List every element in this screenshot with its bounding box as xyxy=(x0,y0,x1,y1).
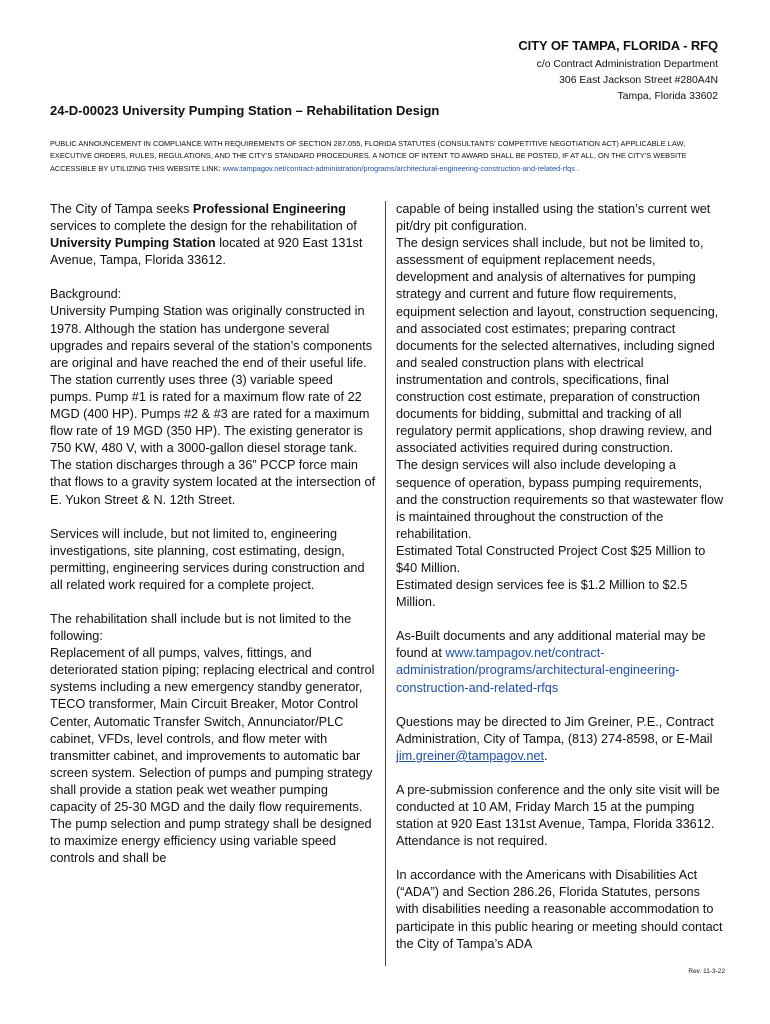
rehab-paragraph: Replacement of all pumps, valves, fittings, and deteriorated station piping; replacing electrical and control systems including a new emergency standby generator, TECO transformer, Main Circuit Breaker, Motor Control Center, Automatic Transfer Switch, Annunciator/PLC cabinet, VFDs, level controls, and flow meter with transmitter cabinet, and improvements to automatic bar screen system. Selection of pumps and pumping strategy shall provide a station peak wet weather pumping capacity of 25-30 MGD and the daily flow requirements. The pump selection and pump strategy shall be designed to maximize energy efficiency using variable speed controls and shall be xyxy=(50,646,375,866)
intro-bold-2: University Pumping Station xyxy=(50,236,216,251)
notice-text: PUBLIC ANNOUNCEMENT IN COMPLIANCE WITH REQUIREMENTS OF SECTION 287.055, FLORIDA STATUTES (CONSULTANTS’ COMPETITIVE NEGOTIATION ACT) APPLICABLE LAW, EXECUTIVE ORDERS, RULES, REGULATIONS, AND THE CITY’S STANDARD PROCEDURES. A NOTICE OF INTENT TO AWARD SHALL BE POSTED, IF AT ALL, ON THE CITY’S WEBSITE ACCESSIBLE BY UTILIZING THIS WEBSITE LINK: xyxy=(50,139,687,173)
intro-paragraph xyxy=(50,201,376,269)
asbuilt-paragraph xyxy=(396,628,725,696)
rfq-title: 24-D-00023 University Pumping Station – Rehabilitation Design xyxy=(50,103,440,118)
background-label: Background: xyxy=(50,287,122,302)
background-paragraph: University Pumping Station was originally constructed in 1978. Although the station has undergone several upgrades and repairs several of the station’s components are original and have reached the end of their useful life. The station currently uses three (3) variable speed pumps. Pump #1 is rated for a maximum flow rate of 22 MGD (400 HP). Pumps #2 & #3 are rated for a maximum flow rate of 19 MGD (350 HP). The existing generator is 750 KW, 480 V, with a 3000-gallon diesel storage tank. The station discharges through a 36” PCCP force main that flows to a gravity system located at the intersection of E. Yukon Street & N. 12th Street. xyxy=(50,304,376,507)
intro-text-2: services to complete the design for the rehabilitation of xyxy=(50,219,357,234)
intro-bold-1: Professional Engineering xyxy=(192,202,346,216)
body-columns xyxy=(50,201,725,971)
asbuilt-text: As-Built documents and any additional material may be found at xyxy=(396,629,706,661)
street-line: 306 East Jackson Street #280A4N xyxy=(559,75,718,86)
email-link[interactable]: jim.greiner@tampagov.net xyxy=(396,748,545,763)
city-title: CITY OF TAMPA, FLORIDA - RFQ xyxy=(518,38,718,53)
column-divider xyxy=(385,201,386,966)
left-column xyxy=(50,201,376,867)
cost-estimate: Estimated Total Constructed Project Cost $25 Million to $40 Million. xyxy=(396,543,706,575)
design-paragraph: The design services shall include, but not be limited to, assessment of equipment replacement needs, development and analysis of alternatives for pumping strategy and current and future flow requirements, equipment selection and layout, construction sequencing, and associated cost estimates; preparing contract documents for the selected alternatives, including signed and sealed construction plans with electrical instrumentation and controls, specifications, final construction cost estimate, preparation of construction documents for bidding, submittal and tracking of all regulatory permit applications, shop drawing review, and associated activities required during construction. xyxy=(396,236,719,456)
questions-text: Questions may be directed to Jim Greiner, P.E., Contract Administration, City of Tampa, (813) 274-8598, or E-Mail xyxy=(396,714,714,746)
notice-end: . xyxy=(574,163,580,173)
ada-paragraph: In accordance with the Americans with Disabilities Act (“ADA”) and Section 286.26, Florida Statutes, persons with disabilities needing a reasonable accommodation to participate in this public hearing or meeting should contact the City of Tampa’s ADA xyxy=(396,868,723,951)
right-column xyxy=(396,201,725,953)
public-notice xyxy=(50,138,722,175)
continued-paragraph: capable of being installed using the station’s current wet pit/dry pit configuration. xyxy=(396,202,711,234)
questions-end: . xyxy=(544,748,548,763)
header-block xyxy=(518,38,718,105)
presubmission-paragraph: A pre-submission conference and the only site visit will be conducted at 10 AM, Friday March 15 at the pumping station at 920 East 131st Avenue, Tampa, Florida 33612. Attendance is not required. xyxy=(396,782,720,849)
city-state-line: Tampa, Florida 33602 xyxy=(617,91,718,102)
fee-estimate: Estimated design services fee is $1.2 Million to $2.5 Million. xyxy=(396,578,688,610)
services-paragraph: Services will include, but not limited to, engineering investigations, site planning, cost estimating, design, permitting, engineering services during construction and all related work required for a complete project. xyxy=(50,526,365,592)
department-line: c/o Contract Administration Department xyxy=(536,59,718,70)
revision-label: Rev. 11-3-22 xyxy=(688,968,725,975)
asbuilt-link[interactable]: www.tampagov.net/contract-administration/programs/architectural-engineering-construction-and-related-rfqs xyxy=(396,646,680,695)
questions-paragraph xyxy=(396,714,725,765)
notice-link[interactable]: www.tampagov.net/contract-administration/programs/architectural-engineering-construction-and-related-rfqs xyxy=(222,163,575,173)
rehab-label: The rehabilitation shall include but is not limited to the following: xyxy=(50,611,352,644)
design-paragraph-2: The design services will also include developing a sequence of operation, bypass pumping requirements, and the construction requirements so that wastewater flow is maintained throughout the construction of the rehabilitation. xyxy=(396,458,724,541)
intro-text-1: The City of Tampa seeks xyxy=(50,202,193,216)
intro-text-3: located at 920 East 131st Avenue, Tampa, Florida 33612. xyxy=(50,236,363,268)
